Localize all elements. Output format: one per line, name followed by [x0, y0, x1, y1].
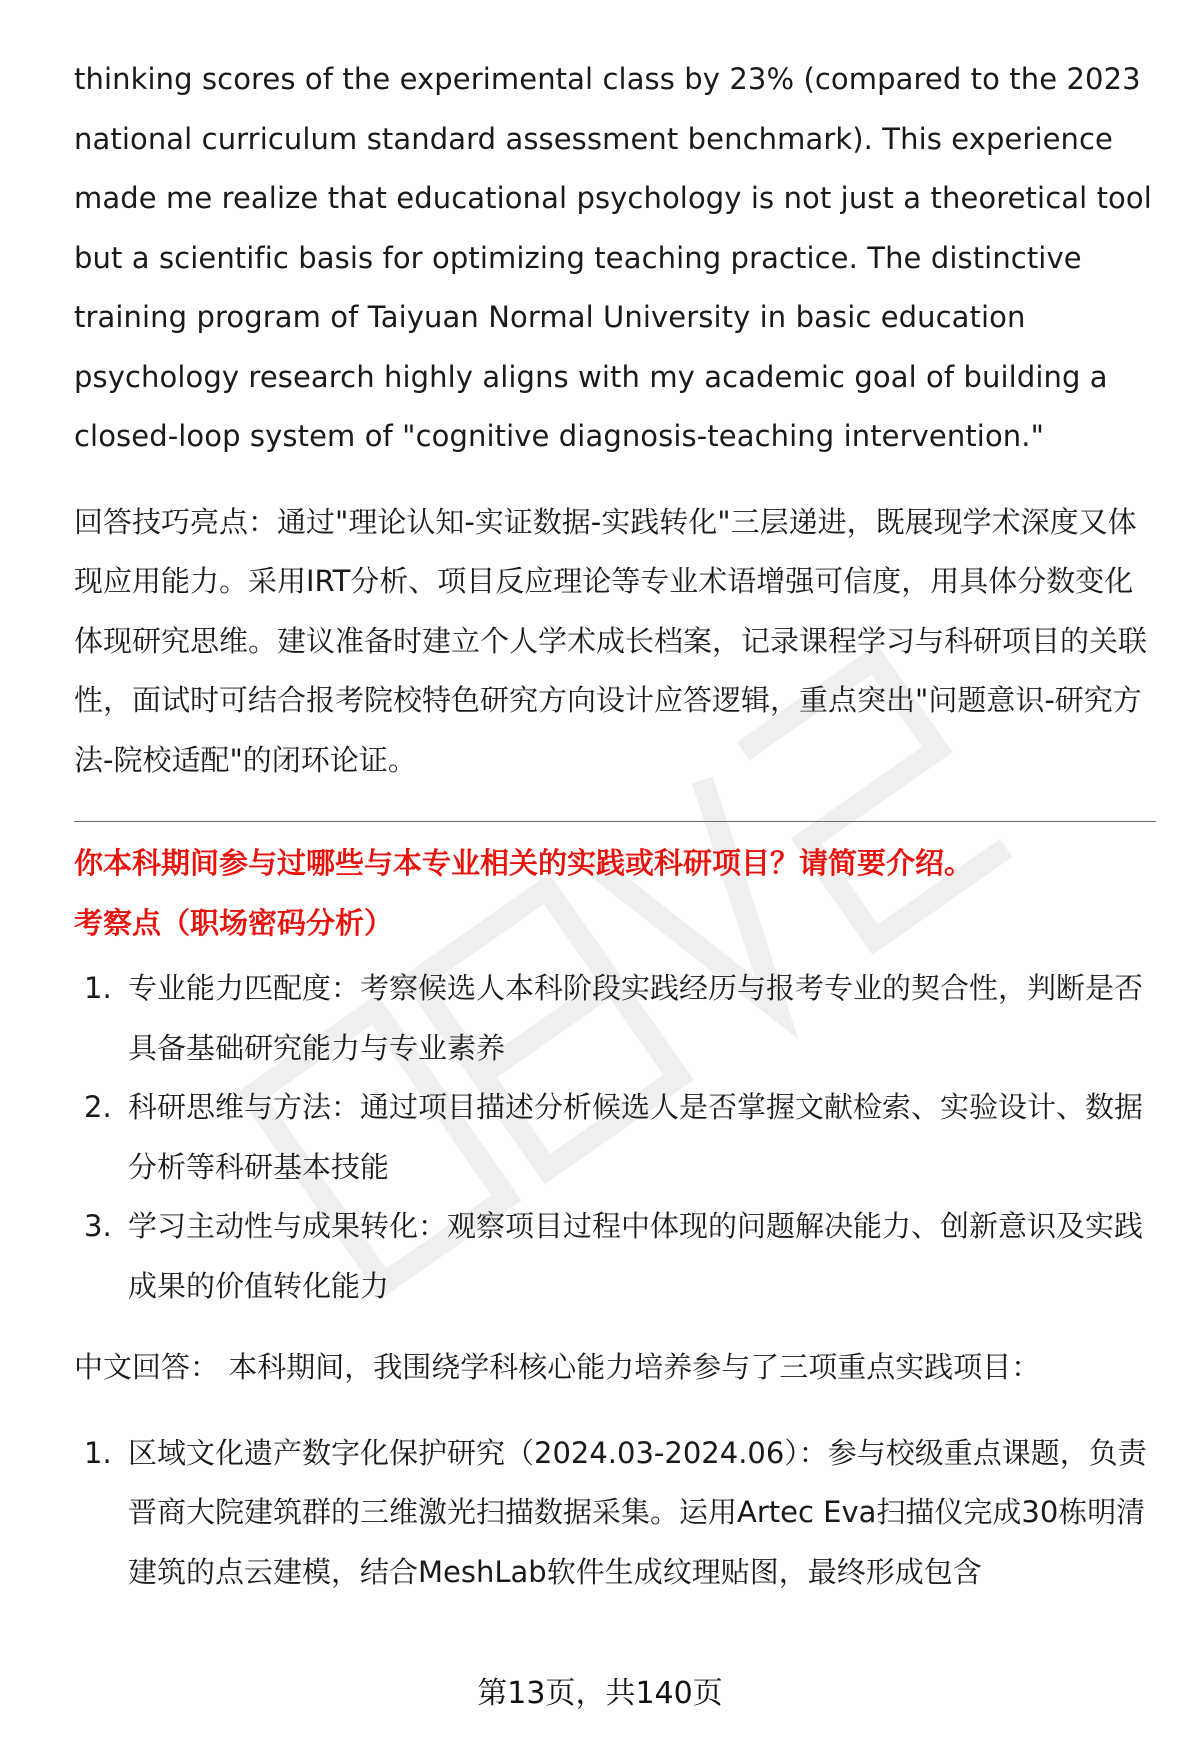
list-item [74, 1078, 1156, 1197]
list-item-number: 2. [84, 1090, 112, 1124]
list-item-text: 科研思维与方法：通过项目描述分析候选人是否掌握文献检索、实验设计、数据分析等科研基本技能 [128, 1090, 1144, 1184]
analysis-heading: 考察点（职场密码分析） [74, 905, 394, 940]
chinese-answer-intro: 中文回答： 本科期间，我围绕学科核心能力培养参与了三项重点实践项目： [74, 1350, 1041, 1384]
list-item-text: 学习主动性与成果转化：观察项目过程中体现的问题解决能力、创新意识及实践成果的价值转化能力 [128, 1209, 1144, 1303]
list-item [74, 1197, 1156, 1316]
list-item [74, 959, 1156, 1078]
analysis-points-list [74, 959, 1156, 1316]
list-item-number: 3. [84, 1209, 112, 1243]
english-answer-paragraph: thinking scores of the experimental class by 23% (compared to the 2023 national curriculum standard assessment benchmark). This experience made me realize that educational psychology is not just a theoretical tool but a scientific basis for optimizing teaching practice. The distinctive training program of Taiyuan Normal University in basic education psychology research highly aligns with my academic goal of building a closed-loop system of "cognitive diagnosis-teaching intervention." [74, 62, 1152, 453]
list-item-number: 1. [84, 1435, 112, 1470]
list-item-text: 区域文化遗产数字化保护研究（2024.03-2024.06）：参与校级重点课题，负责晋商大院建筑群的三维激光扫描数据采集。运用Artec Eva扫描仪完成30栋明清建筑的点云建模，结合MeshLab软件生成纹理贴图，最终形成包含 [128, 1435, 1147, 1589]
list-item-text: 专业能力匹配度：考察候选人本科阶段实践经历与报考专业的契合性，判断是否具备基础研究能力与专业素养 [128, 971, 1144, 1065]
list-item [74, 1424, 1156, 1603]
section-divider [74, 821, 1156, 822]
document-page [74, 50, 1156, 1602]
question-heading: 你本科期间参与过哪些与本专业相关的实践或科研项目？请简要介绍。 [74, 846, 974, 880]
answer-points-list [74, 1424, 1156, 1603]
page-footer: 第13页，共140页 [477, 1676, 723, 1711]
answer-tips-paragraph: 回答技巧亮点：通过"理论认知-实证数据-实践转化"三层递进，既展现学术深度又体现应用能力。采用IRT分析、项目反应理论等专业术语增强可信度，用具体分数变化体现研究思维。建议准备时建立个人学术成长档案，记录课程学习与科研项目的关联性，面试时可结合报考院校特色研究方向设计应答逻辑，重点突出"问题意识-研究方法-院校适配"的闭环论证。 [74, 504, 1148, 777]
list-item-number: 1. [84, 971, 112, 1005]
